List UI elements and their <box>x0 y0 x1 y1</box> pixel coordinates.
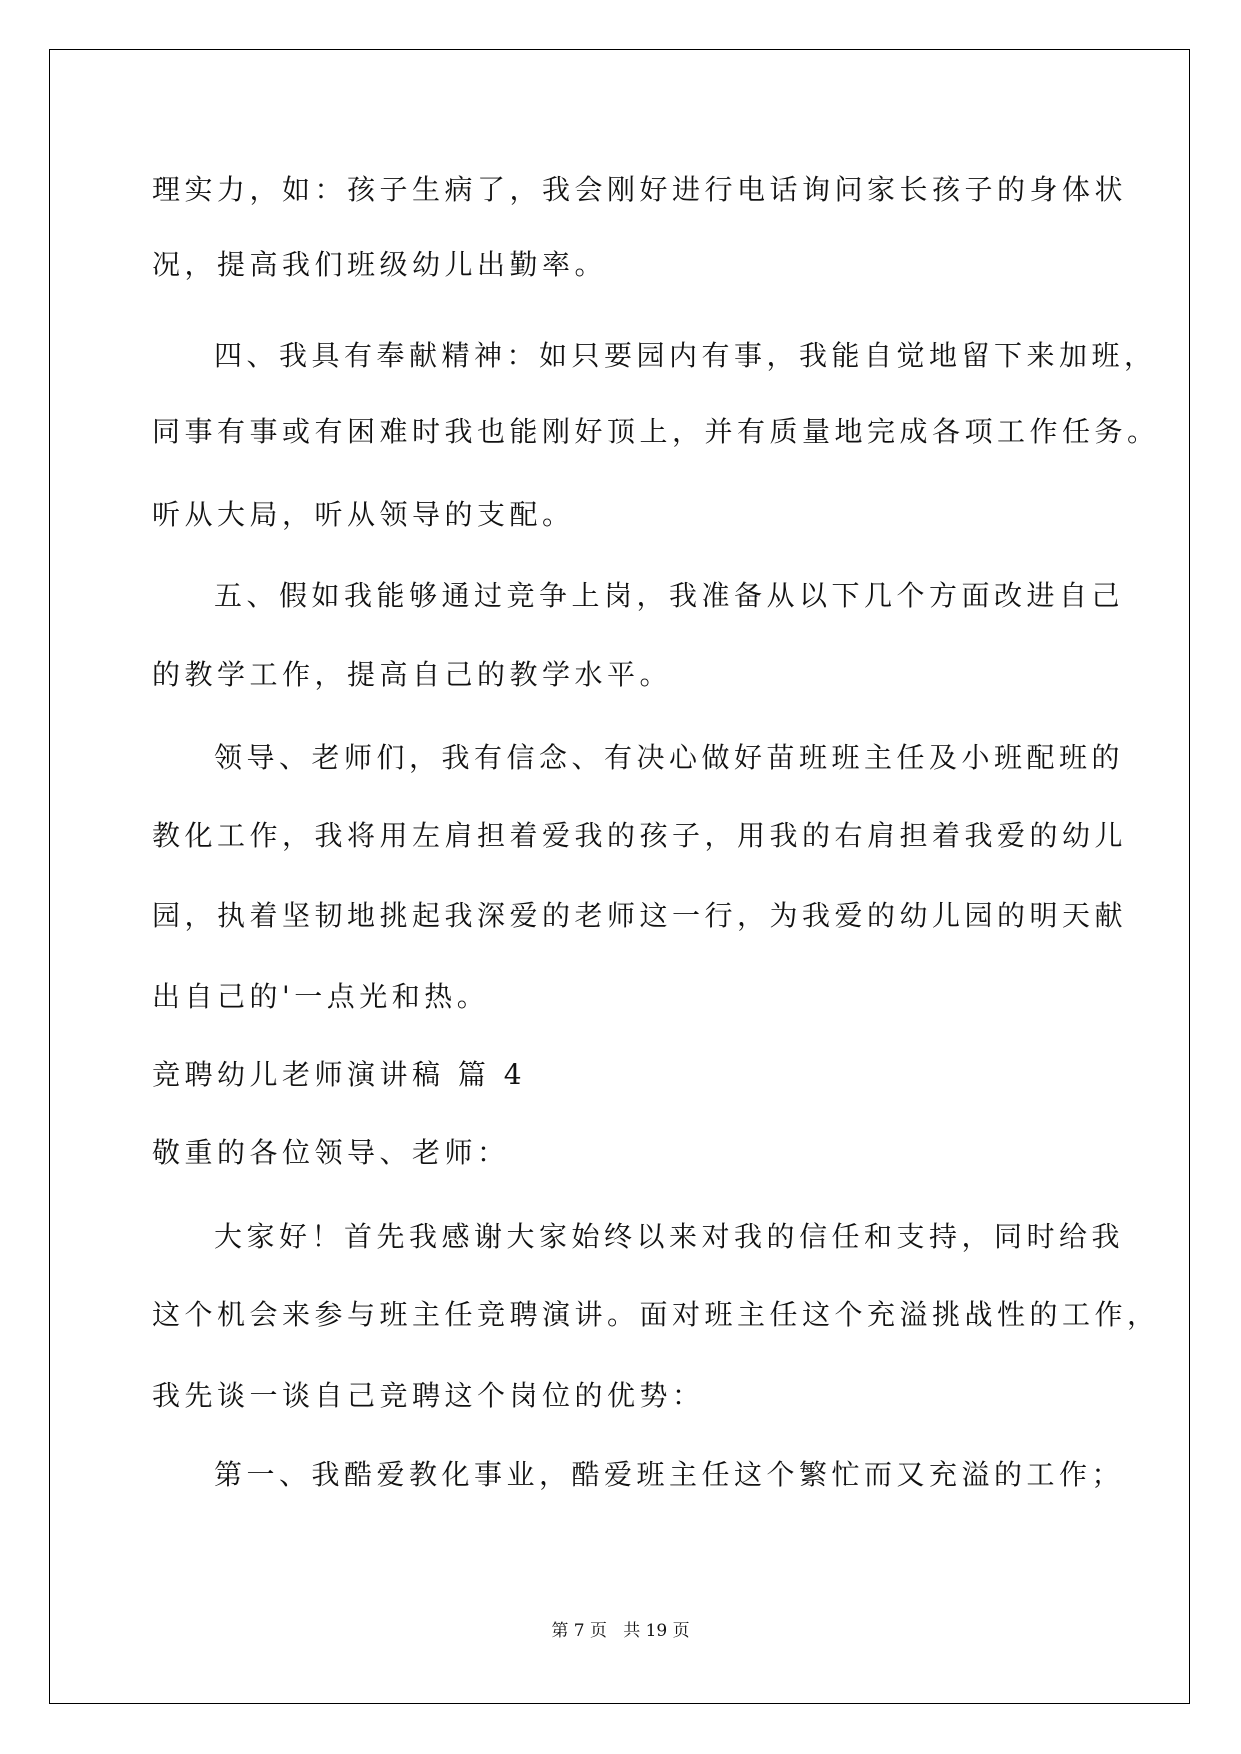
text-line: 理实力，如：孩子生病了，我会刚好进行电话询问家长孩子的身体状 <box>152 173 1128 206</box>
text-line: 的教学工作，提高自己的教学水平。 <box>152 658 673 691</box>
paragraph-start-line: 大家好！首先我感谢大家始终以来对我的信任和支持，同时给我 <box>214 1220 1125 1253</box>
paragraph-start-line: 领导、老师们，我有信念、有决心做好苗班班主任及小班配班的 <box>214 741 1125 774</box>
text-line: 同事有事或有困难时我也能刚好顶上，并有质量地完成各项工作任务。 <box>152 415 1160 448</box>
paragraph-start-line: 四、我具有奉献精神：如只要园内有事，我能自觉地留下来加班， <box>214 339 1157 372</box>
paragraph-start-line: 五、假如我能够通过竞争上岗，我准备从以下几个方面改进自己 <box>214 579 1125 612</box>
text-line: 听从大局，听从领导的支配。 <box>152 498 575 531</box>
text-line: 教化工作，我将用左肩担着爱我的孩子，用我的右肩担着我爱的幼儿 <box>152 819 1128 852</box>
text-line: 我先谈一谈自己竞聘这个岗位的优势： <box>152 1379 705 1412</box>
salutation: 敬重的各位领导、老师： <box>152 1136 510 1169</box>
page-number-footer: 第 7 页 共 19 页 <box>551 1621 690 1641</box>
text-line: 出自己的'一点光和热。 <box>152 980 490 1013</box>
section-heading: 竞聘幼儿老师演讲稿 篇 4 <box>152 1058 527 1091</box>
text-line: 园，执着坚韧地挑起我深爱的老师这一行，为我爱的幼儿园的明天献 <box>152 899 1128 932</box>
text-line: 况，提高我们班级幼儿出勤率。 <box>152 248 608 281</box>
paragraph-start-line: 第一、我酷爱教化事业，酷爱班主任这个繁忙而又充溢的工作； <box>214 1458 1125 1491</box>
page-border <box>49 49 1190 1704</box>
text-line: 这个机会来参与班主任竞聘演讲。面对班主任这个充溢挑战性的工作， <box>152 1298 1160 1331</box>
